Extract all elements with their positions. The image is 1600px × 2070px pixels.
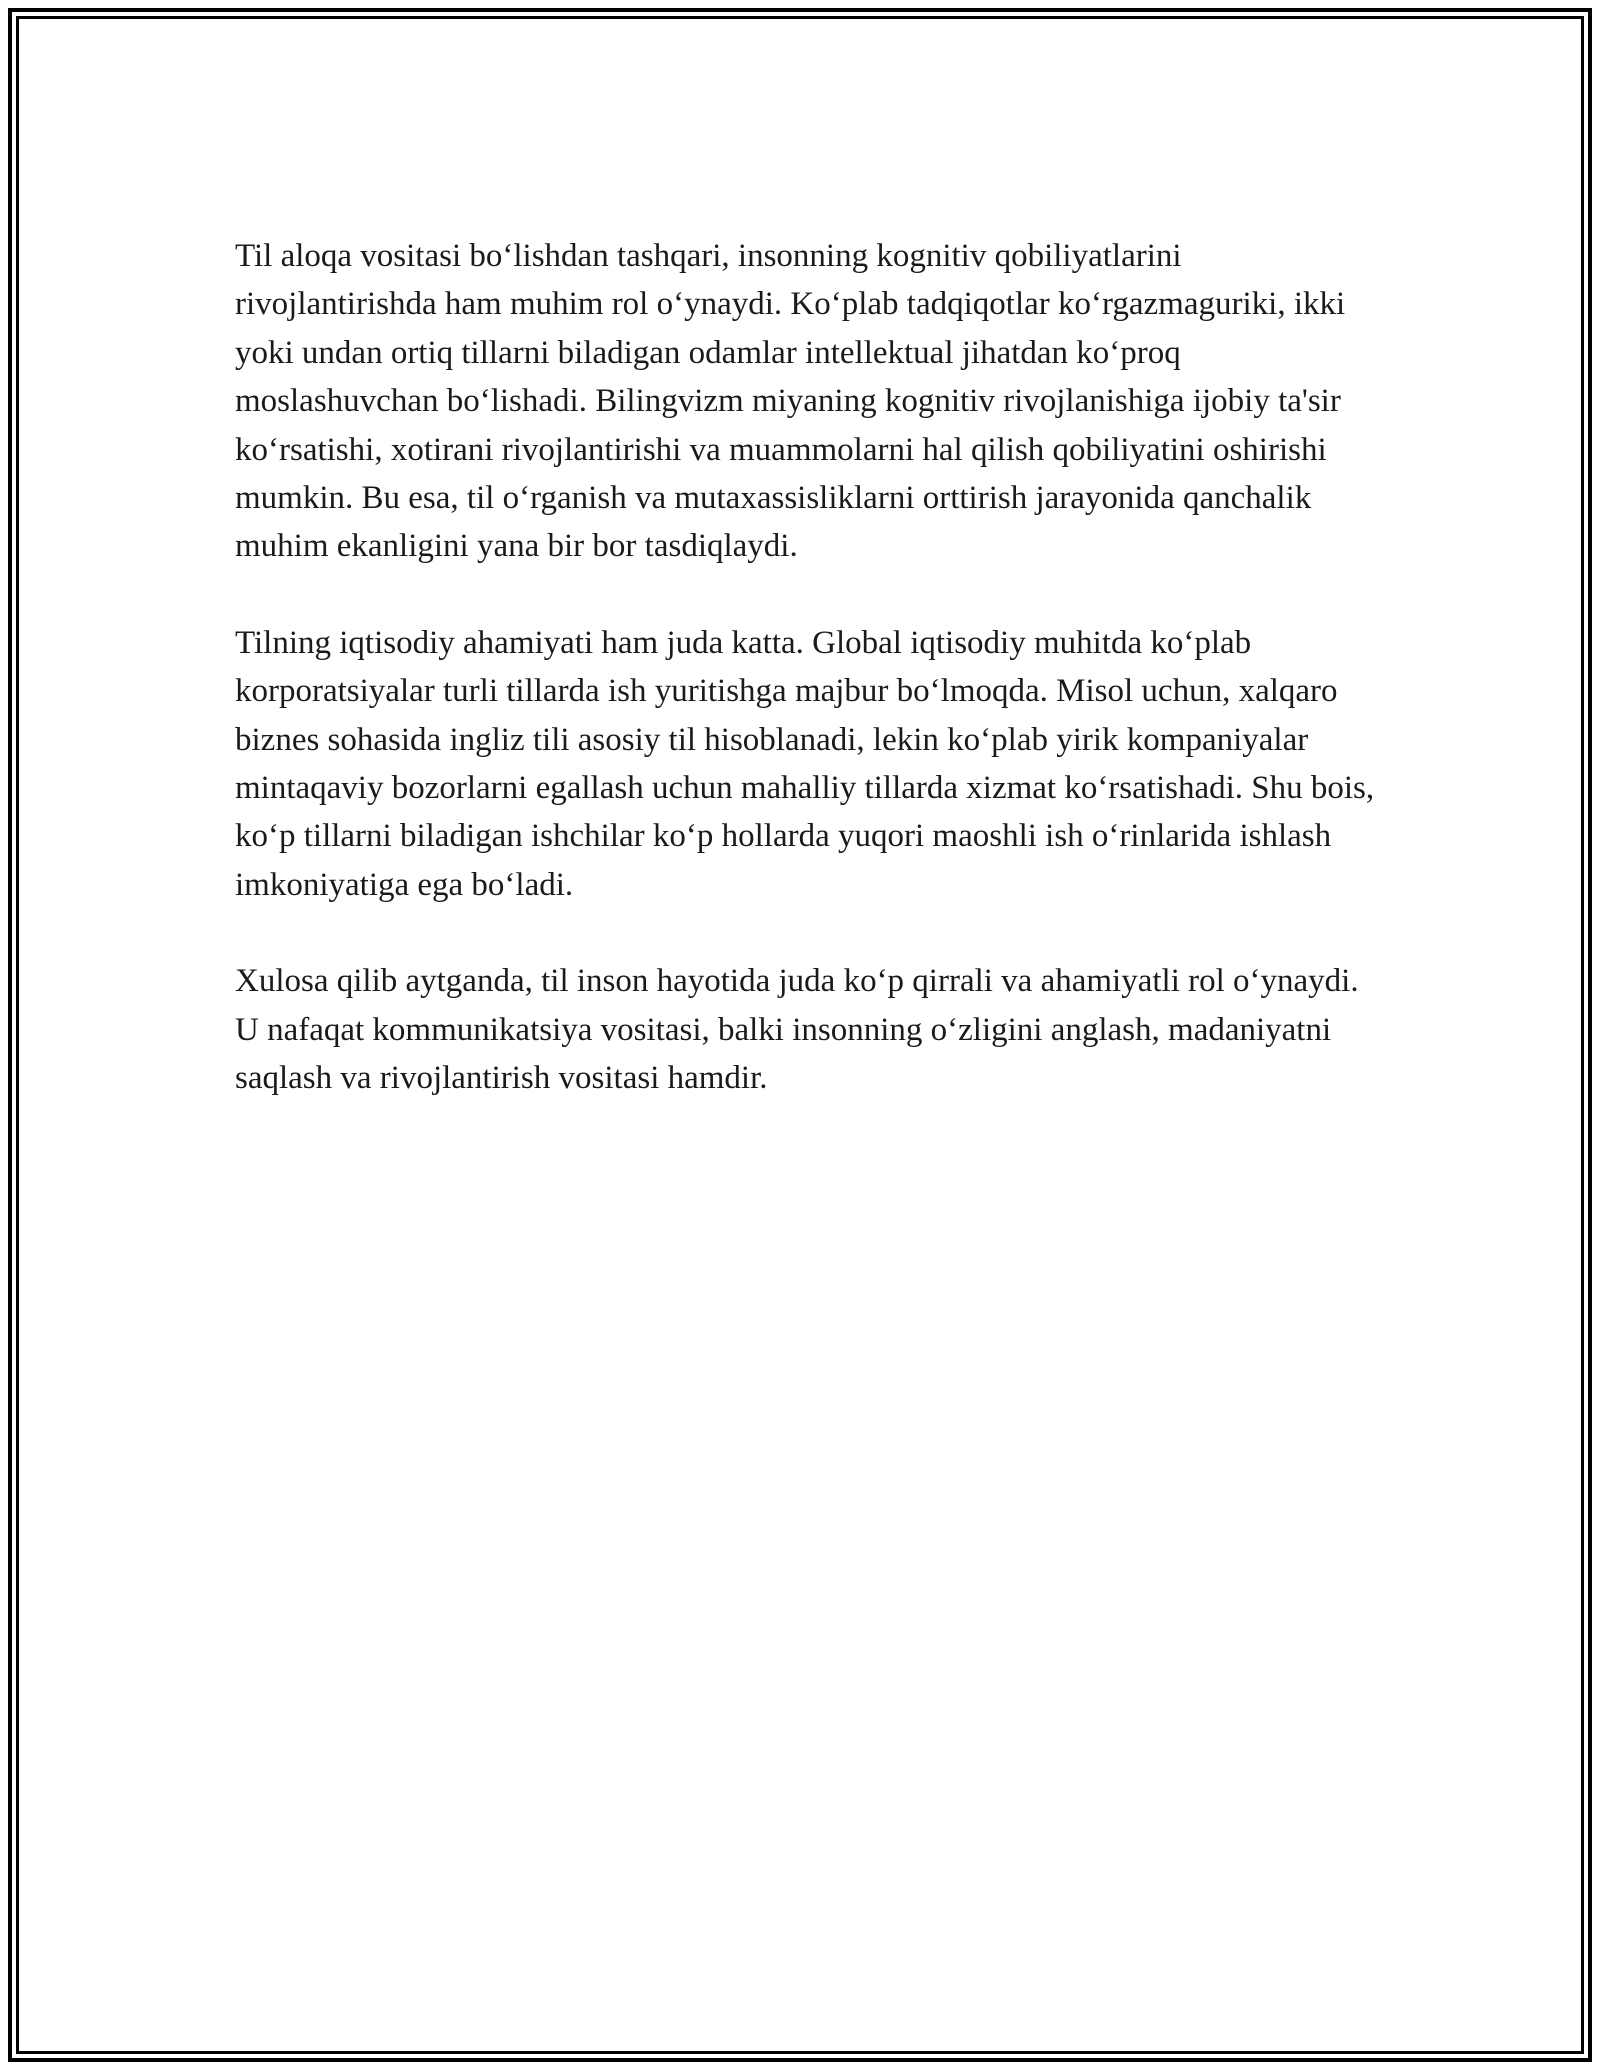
document-body: [235, 232, 1385, 1151]
paragraph-economic: Tilning iqtisodiy ahamiyati ham juda katta. Global iqtisodiy muhitda ko‘plab korporatsiyalar turli tillarda ish yuritishga majbur bo‘lmoqda. Misol uchun, xalqaro biznes sohasida ingliz tili asosiy til hisoblanadi, lekin ko‘plab yirik kompaniyalar mintaqaviy bozorlarni egallash uchun mahalliy tillarda xizmat ko‘rsatishadi. Shu bois, ko‘p tillarni biladigan ishchilar ko‘p hollarda yuqori maoshli ish o‘rinlarida ishlash imkoniyatiga ega bo‘ladi.: [235, 624, 1375, 903]
paragraph-conclusion: Xulosa qilib aytganda, til inson hayotida juda ko‘p qirrali va ahamiyatli rol o‘ynaydi. U nafaqat kommunikatsiya vositasi, balki insonning o‘zligini anglash, madaniyatni saqlash va rivojlantirish vositasi hamdir.: [235, 963, 1359, 1097]
paragraph-cognitive: Til aloqa vositasi bo‘lishdan tashqari, insonning kognitiv qobiliyatlarini rivojlantirishda ham muhim rol o‘ynaydi. Ko‘plab tadqiqotlar ko‘rgazmaguriki, ikki yoki undan ortiq tillarni biladigan odamlar intellektual jihatdan ko‘proq moslashuvchan bo‘lishadi. Bilingvizm miyaning kognitiv rivojlanishiga ijobiy ta'sir ko‘rsatishi, xotirani rivojlantirishi va muammolarni hal qilish qobiliyatini oshirishi mumkin. Bu esa, til o‘rganish va mutaxassisliklarni orttirish jarayonida qanchalik muhim ekanligini yana bir bor tasdiqlaydi.: [235, 238, 1346, 565]
